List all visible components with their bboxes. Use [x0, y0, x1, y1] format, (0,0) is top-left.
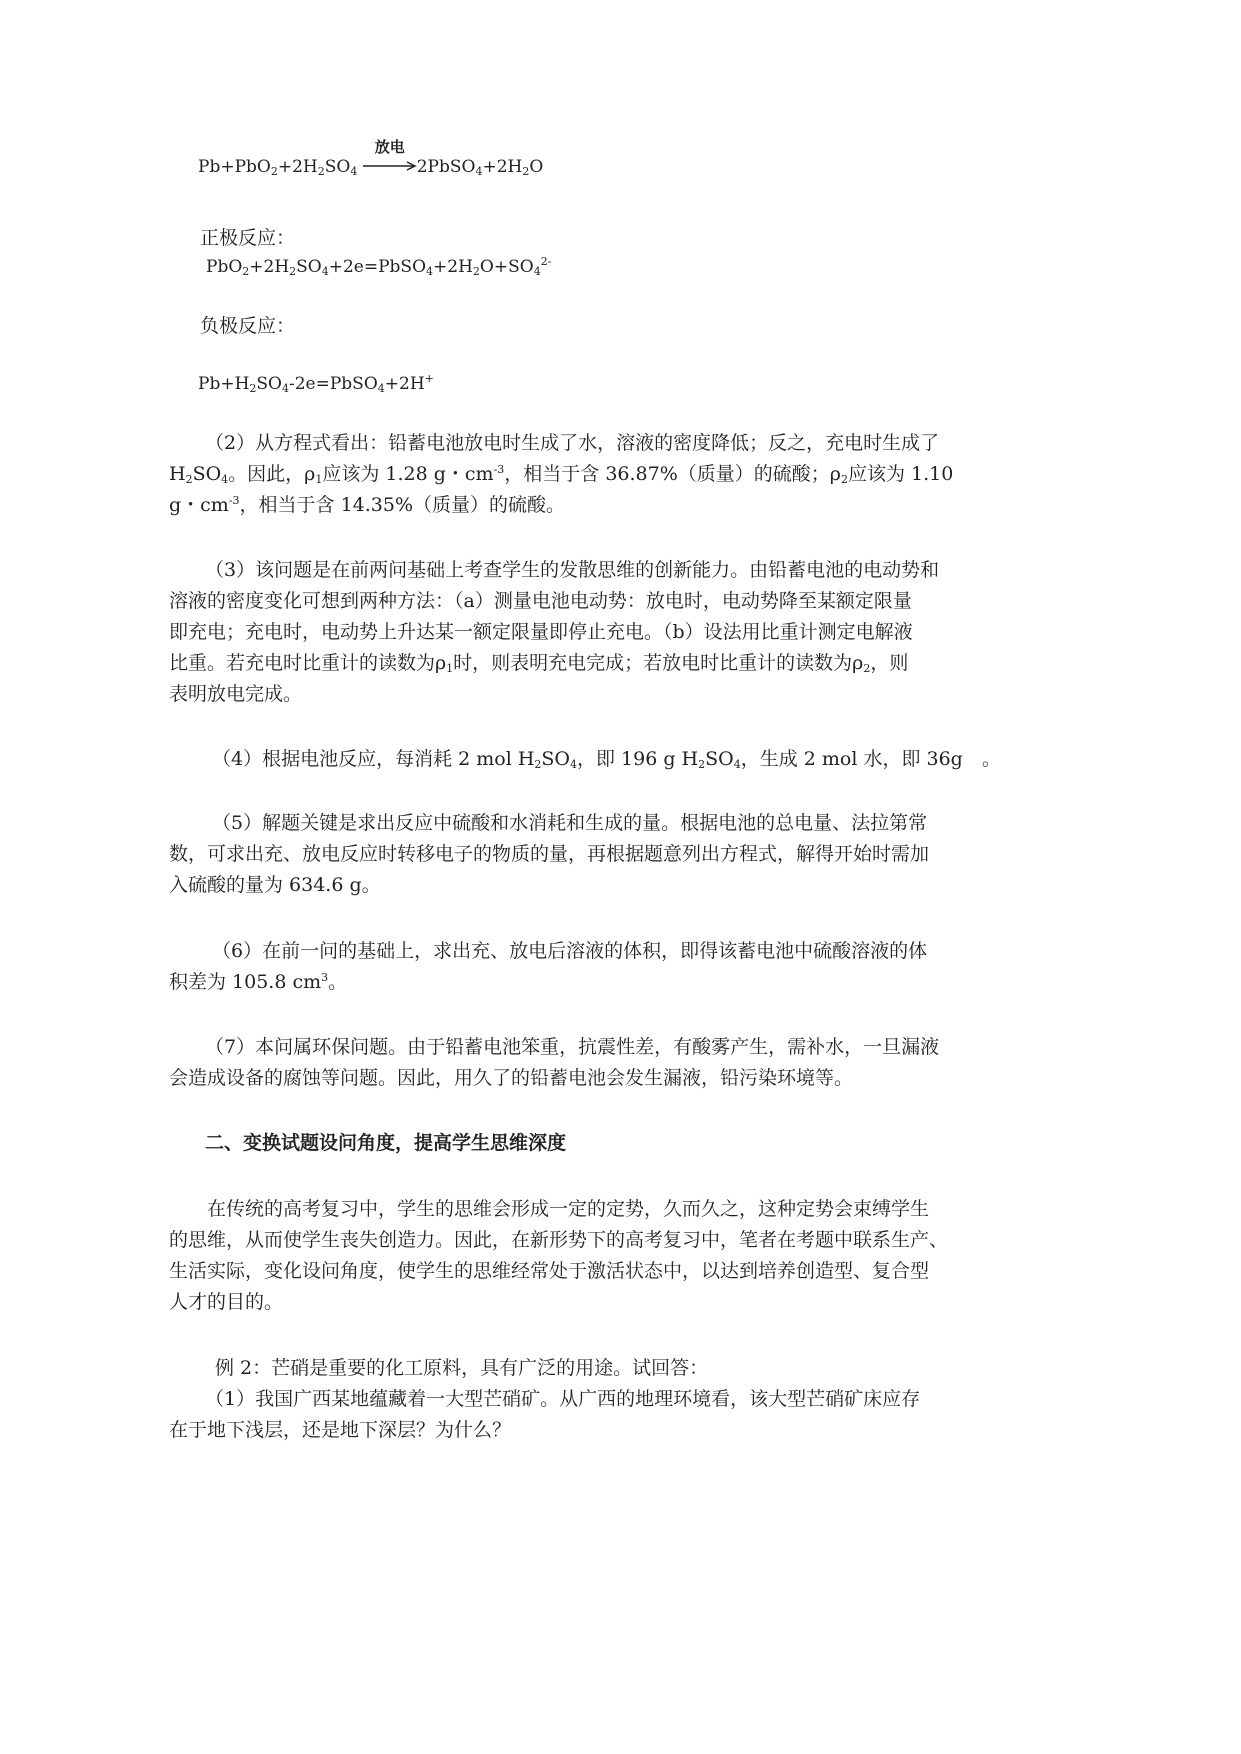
section-paragraph-line-3: 生活实际，变化设问角度，使学生的思维经常处于激活状态中，以达到培养创造型、复合型 [169, 1260, 930, 1282]
text: 比重。若充电时比重计的读数为ρ [169, 652, 447, 674]
text: ，相当于含 36.87%（质量）的硫酸；ρ [504, 463, 841, 485]
paragraph-5-line-2: 数，可求出充、放电反应时转移电子的物质的量，再根据题意列出方程式，解得开始时需加 [169, 843, 930, 865]
paragraph-3-line-5: 表明放电完成。 [169, 683, 303, 705]
text: 应该为 1.28 g・cm [322, 463, 494, 485]
equation-text: SO [256, 374, 282, 394]
example-2-question-1-line-1: （1）我国广西某地蕴藏着一大型芒硝矿。从广西的地理环境看，该大型芒硝矿床应存 [205, 1388, 921, 1410]
subscript: 2 [242, 265, 250, 278]
text: ，即 196 g H [577, 748, 699, 770]
overall-equation [198, 137, 544, 179]
equation-text: +2H [433, 257, 473, 277]
equation-text: 2PbSO [416, 157, 476, 177]
paragraph-3-line-4 [169, 651, 908, 675]
text: ，则 [870, 652, 909, 674]
subscript: 4 [533, 265, 541, 278]
text: g・cm [169, 494, 229, 516]
equation-text: PbO [206, 257, 243, 277]
text: SO [192, 463, 222, 485]
paragraph-5-line-3: 入硫酸的量为 634.6 g。 [169, 874, 381, 896]
arrow-label: 放电 [374, 137, 405, 156]
paragraph-3-line-2: 溶液的密度变化可想到两种方法：（a）测量电池电动势：放电时，电动势降至某额定限量 [169, 590, 912, 612]
paragraph-7-line-2: 会造成设备的腐蚀等问题。因此，用久了的铅蓄电池会发生漏液，铅污染环境等。 [169, 1067, 854, 1089]
negative-electrode-equation [198, 373, 434, 395]
subscript: 4 [570, 758, 577, 771]
subscript: 2 [863, 662, 871, 675]
paragraph-3-line-3: 即充电；充电时，电动势上升达某一额定限量即停止充电。（b）设法用比重计测定电解液 [169, 621, 913, 643]
paragraph-6-line-1: （6）在前一问的基础上，求出充、放电后溶液的体积，即得该蓄电池中硫酸溶液的体 [212, 940, 928, 962]
subscript: 4 [733, 758, 741, 771]
text: ，生成 2 mol 水，即 36g 。 [740, 748, 1001, 770]
subscript: 2 [698, 758, 706, 771]
equation-text: -2e=PbSO [288, 374, 378, 394]
superscript: 3 [321, 971, 329, 984]
subscript: 4 [221, 473, 229, 486]
text: SO [541, 748, 570, 770]
equation-text: +2H [249, 257, 290, 277]
equation-text: O [529, 157, 544, 177]
equation-text: +2e=PbSO [328, 257, 427, 277]
text: （4）根据电池反应，每消耗 2 mol H [212, 748, 535, 770]
subscript: 4 [426, 265, 434, 278]
text: ，相当于含 14.35%（质量）的硫酸。 [239, 494, 566, 516]
equation-text: Pb+PbO [198, 157, 271, 177]
superscript: 2- [540, 255, 552, 268]
superscript: + [424, 372, 434, 385]
equation-text: O+SO [479, 257, 534, 277]
subscript: 2 [534, 758, 542, 771]
discharge-arrow [363, 137, 417, 179]
section-paragraph-line-4: 人才的目的。 [169, 1291, 284, 1313]
paragraph-3-line-1: （3）该问题是在前两问基础上考查学生的发散思维的创新能力。由铅蓄电池的电动势和 [205, 559, 940, 581]
subscript: 2 [840, 473, 848, 486]
subscript: 2 [185, 473, 193, 486]
subscript: 4 [281, 382, 289, 395]
subscript: 2 [249, 382, 257, 395]
subscript: 2 [522, 165, 530, 178]
equation-text: +2H [277, 157, 318, 177]
section-paragraph-line-1: 在传统的高考复习中，学生的思维会形成一定的定势，久而久之，这种定势会束缚学生 [207, 1198, 930, 1220]
superscript: -3 [493, 463, 505, 476]
example-2-title: 例 2：芒硝是重要的化工原料，具有广泛的用途。试回答： [215, 1357, 709, 1379]
positive-electrode-equation [206, 256, 551, 278]
paragraph-5-line-1: （5）解题关键是求出反应中硫酸和水消耗和生成的量。根据电池的总电量、法拉第常 [212, 812, 928, 834]
equation-text: SO [324, 157, 351, 177]
example-2-question-1-line-2: 在于地下浅层，还是地下深层？为什么？ [169, 1419, 512, 1441]
paragraph-6-line-2 [169, 970, 347, 994]
paragraph-2-line-2 [169, 462, 953, 486]
equation-text: Pb+H [198, 374, 250, 394]
subscript: 4 [377, 382, 385, 395]
equation-text: SO [296, 257, 322, 277]
subscript: 4 [350, 165, 358, 178]
text: 。因此，ρ [228, 463, 316, 485]
subscript: 2 [289, 265, 297, 278]
text: 时，则表明充电完成；若放电时比重计的读数为ρ [453, 652, 864, 674]
positive-electrode-label: 正极反应： [200, 227, 296, 249]
text: 应该为 1.10 [847, 463, 954, 485]
subscript: 4 [475, 165, 483, 178]
superscript: -3 [228, 494, 240, 507]
text: 。 [328, 971, 348, 993]
text: 积差为 105.8 cm [169, 971, 322, 993]
subscript: 4 [321, 265, 329, 278]
subscript: 2 [270, 165, 278, 178]
right-arrow-icon [363, 161, 417, 171]
subscript: 1 [446, 662, 454, 675]
paragraph-4 [212, 747, 1001, 771]
paragraph-2-line-1: （2）从方程式看出：铅蓄电池放电时生成了水，溶液的密度降低；反之，充电时生成了 [205, 432, 940, 454]
paragraph-2-line-3 [169, 493, 565, 517]
subscript: 2 [317, 165, 325, 178]
section-paragraph-line-2: 的思维，从而使学生丧失创造力。因此，在新形势下的高考复习中，笔者在考题中联系生产、 [169, 1229, 949, 1251]
subscript: 2 [472, 265, 480, 278]
section-heading: 二、变换试题设问角度，提高学生思维深度 [205, 1132, 567, 1154]
equation-text: +2H [384, 374, 425, 394]
text: H [169, 463, 186, 485]
paragraph-7-line-1: （7）本问属环保问题。由于铅蓄电池笨重，抗震性差，有酸雾产生，需补水，一旦漏液 [205, 1036, 940, 1058]
text: SO [705, 748, 734, 770]
equation-text: +2H [482, 157, 523, 177]
negative-electrode-label: 负极反应： [200, 315, 296, 337]
subscript: 1 [315, 473, 323, 486]
